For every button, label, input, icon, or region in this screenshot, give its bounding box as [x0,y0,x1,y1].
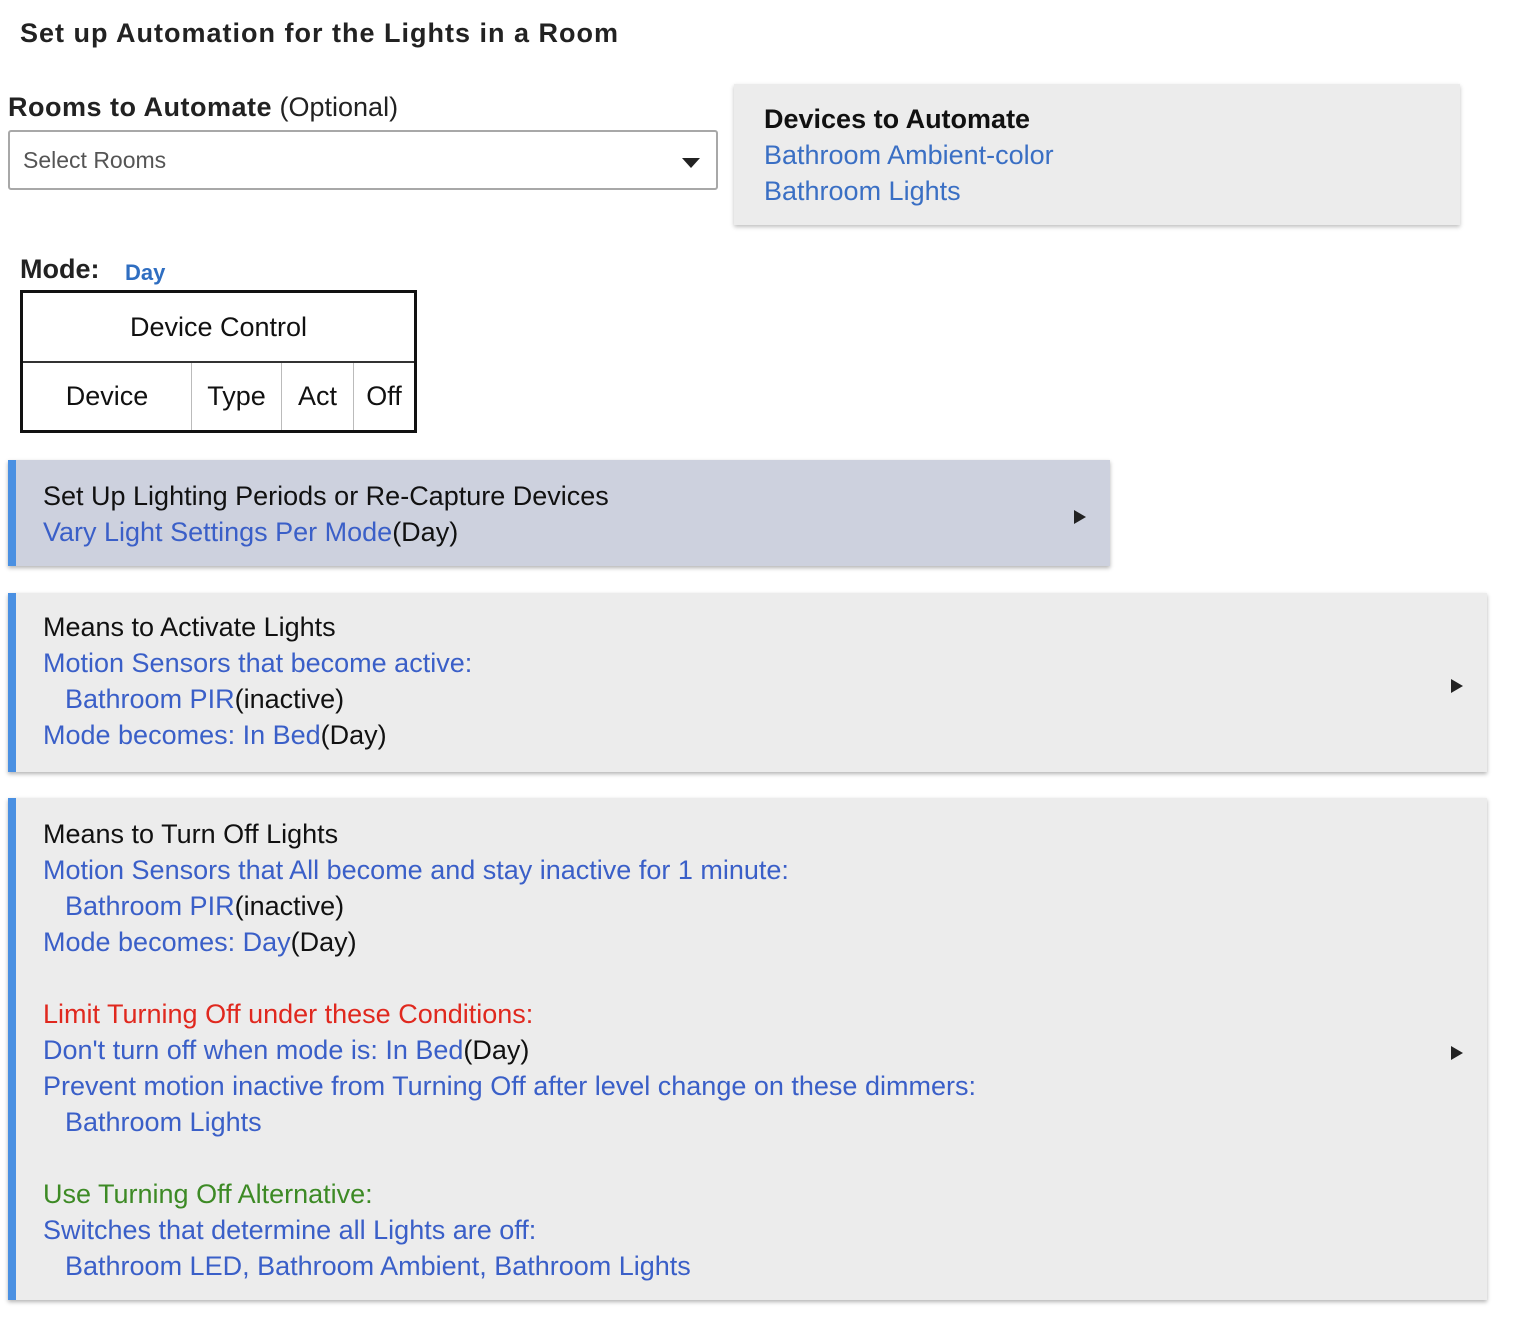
rooms-label-text: Rooms to Automate [8,92,272,122]
turn-off-lights-section[interactable] [8,798,1487,1300]
mode-suffix: (Day) [290,927,357,957]
column-header-off: Off [366,381,402,411]
motion-sensors-heading: Motion Sensors that become active: [43,648,473,678]
limit-conditions-heading: Limit Turning Off under these Conditions: [43,999,534,1029]
switches-heading: Switches that determine all Lights are off: [43,1215,537,1245]
device-control-table [20,290,417,433]
sensor-name: Bathroom PIR [65,684,235,714]
mode-value: Day [125,260,166,285]
rooms-label [8,92,398,123]
motion-sensors-heading: Motion Sensors that All become and stay inactive for 1 minute: [43,855,789,885]
lighting-periods-section[interactable] [8,460,1110,566]
triangle-right-icon [1451,679,1463,693]
triangle-right-icon [1074,510,1086,524]
device-link[interactable]: Bathroom Lights [764,176,961,206]
page-title: Set up Automation for the Lights in a Room [20,18,619,48]
switches-list: Bathroom LED, Bathroom Ambient, Bathroom Lights [65,1251,691,1281]
alternative-heading: Use Turning Off Alternative: [43,1179,373,1209]
sensor-state: (inactive) [234,684,345,714]
table-caption: Device Control [22,292,416,363]
mode-suffix: (Day) [320,720,387,750]
column-header-device: Device [22,362,192,432]
rooms-optional-text: (Optional) [279,92,399,122]
column-header-act: Act [282,362,354,432]
mode-trigger-text: Mode becomes: In Bed [43,720,321,750]
prevent-inactive-text: Prevent motion inactive from Turning Off after level change on these dimmers: [43,1071,976,1101]
mode-trigger-text: Mode becomes: Day [43,927,291,957]
dont-turn-off-text: Don't turn off when mode is: In Bed [43,1035,464,1065]
devices-heading: Devices to Automate [764,104,1031,134]
mode-suffix: (Day) [463,1035,530,1065]
sensor-state: (inactive) [234,891,345,921]
mode-suffix: (Day) [392,517,459,547]
triangle-right-icon [1451,1046,1463,1060]
section-title: Set Up Lighting Periods or Re-Capture Devices [43,481,609,511]
section-title: Means to Activate Lights [43,612,336,642]
devices-card [734,84,1460,225]
column-header-type: Type [192,362,282,432]
rooms-select[interactable] [8,130,718,190]
vary-settings-link[interactable]: Vary Light Settings Per Mode [43,517,393,547]
activate-lights-section[interactable] [8,593,1487,772]
section-title: Means to Turn Off Lights [43,819,339,849]
rooms-select-placeholder: Select Rooms [23,147,167,173]
device-link[interactable]: Bathroom Ambient-color [764,140,1054,170]
mode-label: Mode: [20,254,100,284]
caret-down-icon [682,158,700,168]
prevent-dimmers-list: Bathroom Lights [65,1107,262,1137]
sensor-name: Bathroom PIR [65,891,235,921]
